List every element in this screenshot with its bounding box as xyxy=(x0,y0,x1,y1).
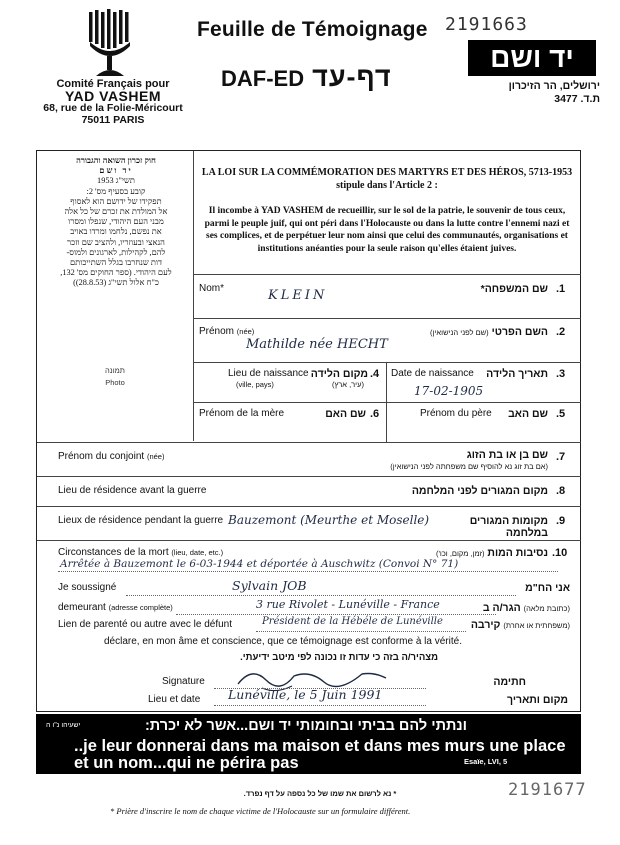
nom-hebrew-label: שם המשפחה* xyxy=(480,283,548,295)
prenom-pere-label: Prénom du père xyxy=(420,408,492,419)
nom-label: Nom* xyxy=(199,283,225,294)
signature-label: Signature xyxy=(162,676,205,687)
photo-label-hebrew: תמונה xyxy=(105,366,125,375)
daf-ed-hebrew: דף-עד xyxy=(312,62,392,92)
prenom-mere-hebrew-label: שם האם xyxy=(325,408,366,420)
field-number: .9 xyxy=(556,515,566,527)
hebrew-law-text xyxy=(42,156,190,289)
conjoint-label xyxy=(58,451,164,462)
daf-ed-title xyxy=(221,62,392,93)
date-naissance-label: Date de naissance xyxy=(391,368,474,379)
photo-placeholder xyxy=(40,365,190,389)
demeurant-hebrew-text: הגר/ה ב xyxy=(482,602,521,614)
demeurant-hebrew-label xyxy=(470,602,570,614)
banner-reference: Esaïe, LVI, 5 xyxy=(464,757,508,766)
form-title: Feuille de Témoignage xyxy=(197,18,428,41)
banner-hebrew-reference: ישעיהו נ"ו ה xyxy=(46,722,81,729)
hebrew-law-line: קובע בסעיף מס' 2: xyxy=(86,186,146,196)
demeurant-label-note: (adresse complète) xyxy=(108,603,173,612)
hebrew-law-line: אל המולדת את זכרם של כל אלה xyxy=(64,207,168,217)
lieu-naissance-label: Lieu de naissance xyxy=(228,368,309,379)
circonstances-label-note: (lieu, date, etc.) xyxy=(171,548,224,557)
field-number: .2 xyxy=(556,326,566,338)
signature-hebrew-label: חתימה xyxy=(493,676,526,688)
prenom-label-note: (née) xyxy=(236,327,255,336)
circonstances-value[interactable]: Arrêtée à Bauzemont le 6-03-1944 et déportée à Auschwitz (Convoi N° 71) xyxy=(60,558,459,570)
demeurant-value[interactable]: 3 rue Rivolet - Lunéville - France xyxy=(256,598,440,611)
yad-vashem-menorah-logo-icon xyxy=(88,8,132,78)
date-naissance-hebrew-label: תאריך הלידה xyxy=(486,368,548,380)
hebrew-law-line: חוק זכרון השואה והגבורה xyxy=(76,156,156,165)
lieu-naissance-hebrew-label: מקום הלידה xyxy=(310,368,368,380)
hebrew-law-line: להם, לקהילות, לארגונים ולמוס- xyxy=(66,247,166,257)
lieu-date-label: Lieu et date xyxy=(148,694,201,705)
hebrew-law-line: תשי"ג 1953 xyxy=(97,176,135,186)
soussigne-label: Je soussigné xyxy=(58,582,117,593)
banner-french-quote: ..je leur donnerai dans ma maison et dans mes murs une place et un nom...qui ne périra pas xyxy=(74,737,566,772)
field-number: .6 xyxy=(370,408,380,420)
lieu-naissance-hebrew-note: (עיר, ארץ) xyxy=(332,380,364,389)
hebrew-law-line: מבני העם היהודי, שנפלו ומסרו xyxy=(68,217,164,227)
footer-hebrew-note: * נא לרשום את שמו של כל נספה על דף נפרד. xyxy=(243,789,397,798)
parente-hebrew-text: קירבה xyxy=(470,619,501,631)
law-title xyxy=(198,166,576,192)
circonstances-hebrew-text: נסיבות המות xyxy=(487,547,548,559)
conjoint-hebrew-label: שם בן או בת הזוג xyxy=(466,449,548,461)
soussigne-value[interactable]: Sylvain JOB xyxy=(232,578,307,593)
prenom-value[interactable]: Mathilde née HECHT xyxy=(246,337,388,352)
hebrew-law-line: תפקידו של ידושם הוא לאסוף xyxy=(70,196,162,206)
parente-value[interactable]: Président de la Hébéle de Lunéville xyxy=(262,616,443,627)
serial-number: 2191663 xyxy=(445,14,528,35)
hebrew-law-line: לעם היהודי. (ספר החוקים מס' 132, xyxy=(60,268,172,278)
hebrew-address-line-1: ירושלים, הר הזיכרון xyxy=(508,80,600,92)
prenom-mere-label: Prénom de la mère xyxy=(199,408,285,419)
conjoint-label-note: (née) xyxy=(146,452,165,461)
date-naissance-value[interactable]: 17-02-1905 xyxy=(414,384,484,398)
footer-french-note: * Prière d'inscrire le nom de chaque victime de l'Holocauste sur un formulaire différent. xyxy=(110,806,411,816)
prenom-hebrew-label xyxy=(400,326,548,338)
prenom-label xyxy=(199,326,254,337)
circonstances-label-text: Circonstances de la mort xyxy=(58,547,169,558)
hebrew-law-line: כ"ח אלול תשי"ג (28.8.53)) xyxy=(73,278,159,288)
demeurant-label-text: demeurant xyxy=(58,602,106,613)
field-number: .3 xyxy=(556,368,566,380)
photo-label: Photo xyxy=(105,378,125,387)
hebrew-law-line: את נפשם, נלחמו ומרדו באויב xyxy=(70,227,162,237)
org-line-4: 75011 PARIS xyxy=(81,114,145,126)
field-number: .7 xyxy=(556,451,566,463)
hebrew-address xyxy=(462,80,600,106)
residence-pendant-label: Lieux de résidence pendant la guerre xyxy=(58,515,224,526)
law-title-line: LA LOI SUR LA COMMÉMORATION DES MARTYRS ET DES HÉROS, 5713-1953 xyxy=(201,167,573,178)
residence-pendant-hebrew-label: מקומות המגורים במלחמה xyxy=(469,515,548,539)
org-line-2: YAD VASHEM xyxy=(64,88,162,104)
conjoint-label-text: Prénom du conjoint xyxy=(58,451,145,462)
field-number: .8 xyxy=(556,485,566,497)
declaration-hebrew: מצהיר/ה בזה כי עדות זו נכונה לפי מיטב ידיעתי. xyxy=(240,652,438,663)
parente-label: Lien de parenté ou autre avec le défunt xyxy=(58,619,233,630)
field-number: .5 xyxy=(556,408,566,420)
parente-hebrew-note: (משפחתית או אחרת) xyxy=(503,621,570,630)
organization-address xyxy=(38,78,188,126)
hebrew-address-line-2: ת.ד. 3477 xyxy=(554,93,600,105)
law-subtitle: stipule dans l'Article 2 : xyxy=(336,180,438,191)
circonstances-hebrew-note: (זמן, מקום, וכו') xyxy=(435,549,485,558)
lieu-date-hebrew-label: מקום ותאריך xyxy=(507,694,568,706)
circonstances-label xyxy=(58,547,223,558)
parente-hebrew-label xyxy=(460,619,570,631)
banner-hebrew-quote: ונתתי להם בביתי ובחומותי יד ושם...אשר לא יכרת: xyxy=(144,718,468,734)
prenom-pere-hebrew-label: שם האב xyxy=(508,408,548,420)
field-number: .4 xyxy=(370,368,380,380)
daf-ed-latin: DAF-ED xyxy=(221,66,305,91)
prenom-hebrew-text: השם הפרטי xyxy=(491,326,548,338)
hebrew-law-line: יד ושם xyxy=(99,166,133,176)
org-line-1: Comité Français pour xyxy=(56,78,170,90)
org-line-3: 68, rue de la Folie-Méricourt xyxy=(43,102,183,114)
residence-avant-label: Lieu de résidence avant la guerre xyxy=(58,485,207,496)
field-number: .10 xyxy=(552,547,568,559)
lieu-date-value[interactable]: Lunéville, le 5 Juin 1991 xyxy=(228,687,383,702)
law-article-text: Il incombe à YAD VASHEM de recueillir, sur le sol de la patrie, le souvenir de tous ceux, parmi le peuple juif, qui ont péri dans l'Holocauste ou dans la lutte contre l'ennemi nazi et ses complices, et de perpétuer leur nom ainsi que celui des communautés, organisations et institutions anéanties pour la seule raison qu'elles étaient juives. xyxy=(204,206,570,254)
residence-avant-hebrew-label: מקום המגורים לפני המלחמה xyxy=(411,485,548,497)
soussigne-hebrew-label: אני הח"מ xyxy=(525,582,570,594)
conjoint-hebrew-note: (אם בת זוג נא להוסיף שם משפחתה לפני הנישואין) xyxy=(390,462,548,471)
field-number: .1 xyxy=(556,283,566,295)
yad-vashem-hebrew-box: יד ושם xyxy=(468,40,596,76)
nom-value[interactable]: KLEIN xyxy=(268,288,328,303)
hebrew-law-line: הנאצי ובעוזריו, ולהציב שם וזכר xyxy=(67,237,165,247)
hebrew-law-line: דות שנחרבו בגלל השתייכותם xyxy=(69,258,163,268)
footer-stamp-number: 2191677 xyxy=(508,780,587,800)
demeurant-hebrew-note: (כתובת מלאה) xyxy=(523,604,570,613)
demeurant-label xyxy=(58,602,173,613)
residence-pendant-value[interactable]: Bauzemont (Meurthe et Moselle) xyxy=(228,513,430,527)
declaration-text: déclare, en mon âme et conscience, que ce témoignage est conforme à la vérité. xyxy=(104,636,462,647)
prenom-label-text: Prénom xyxy=(199,326,235,337)
lieu-naissance-note: (ville, pays) xyxy=(236,380,274,389)
prenom-hebrew-note: (שם לפני הנישואין) xyxy=(430,328,489,337)
